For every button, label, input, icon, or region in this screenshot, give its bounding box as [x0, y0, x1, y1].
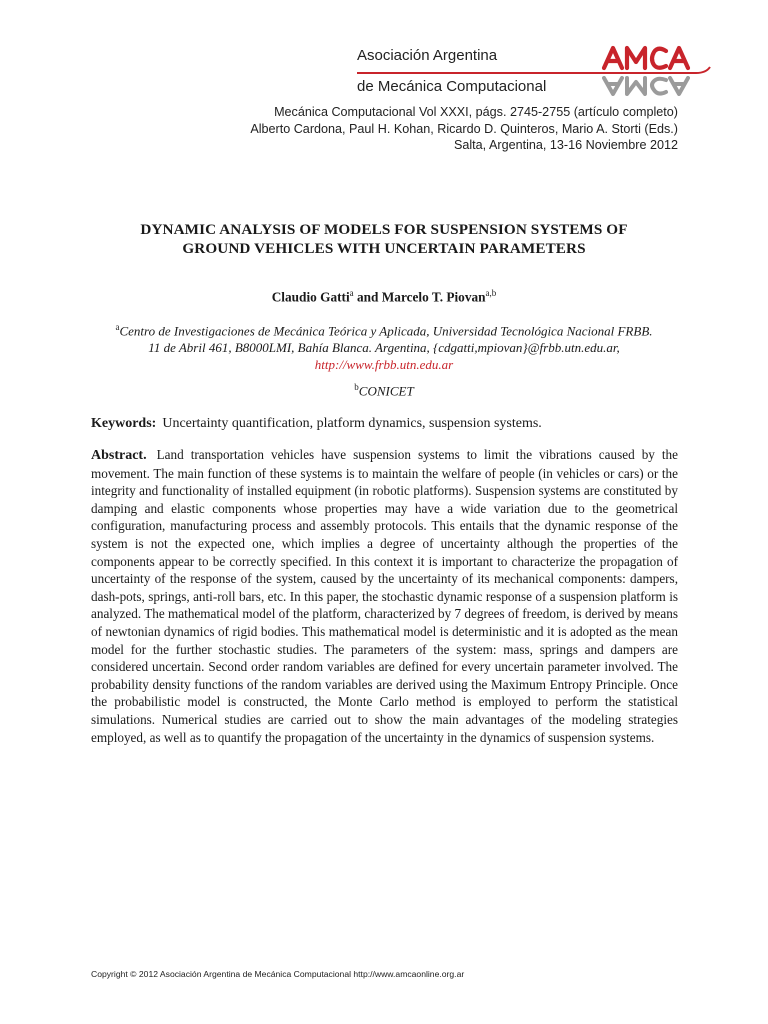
amca-logo	[600, 40, 712, 98]
paper-title	[70, 220, 698, 258]
abstract	[91, 446, 678, 746]
keywords	[91, 416, 681, 432]
affiliation-url-link[interactable]: http://www.frbb.utn.edu.ar	[314, 357, 454, 373]
publication-volume: Mecánica Computacional Vol XXXI, págs. 2745-2755 (artículo completo)	[274, 105, 678, 119]
author-1: Claudio Gatti	[271, 289, 350, 305]
abstract-label: Abstract.	[91, 448, 147, 463]
affiliation-a-mark: a	[115, 322, 120, 332]
paper-title-line1: DYNAMIC ANALYSIS OF MODELS FOR SUSPENSION SYSTEMS OF	[140, 221, 628, 238]
publication-venue-date: Salta, Argentina, 13-16 Noviembre 2012	[453, 138, 678, 152]
association-name-line2: de Mecánica Computacional	[357, 78, 547, 95]
abstract-text: Land transportation vehicles have suspension systems to limit the vibrations caused by the movement. The main function of these systems is to maintain the welfare of people (in vehicles or cars) or the integrity and functionality of installed equipment (in robotic platforms). Suspension systems are constituted by damping and elastic components whose properties may have a wide variation due to the geometrical configuration, manufacturing process and assembly protocols. This entails that the dynamic response of the system is not the expected one, which implies a degree of uncertainty although the properties of the components appear to be correctly specified. In this context it is important to characterize the propagation of uncertainty of the response of the system, caused by the uncertainty of its mechanical components: dampers, dash-pots, springs, anti-roll bars, etc. In this paper, the stochastic dynamic response of a suspension platform is analyzed. The mathematical model of the platform, characterized by 7 degrees of freedom, is derived by means of newtonian dynamics of rigid bodies. This mathematical model is deterministic and it is adopted as the mean model for the further stochastic studies. The parameters of the system: mass, springs and dampers are considered uncertain. Second order random variables are defined for every uncertain parameter involved. The probability density functions of the random variables are derived using the Maximum Entropy Principle. Once the probabilistic model is constructed, the Monte Carlo method is employed to perform the statistical simulations. Numerical studies are carried out to show the main advantages of the modeling strategies employed, as well as to quantify the propagation of the uncertainty in the dynamics of suspension systems.	[91, 447, 679, 745]
author-join: and	[353, 289, 382, 305]
affiliation-a-line1: Centro de Investigaciones de Mecánica Teórica y Aplicada, Universidad Tecnológica Nacional FRBB.	[119, 323, 653, 339]
keywords-text: Uncertainty quantification, platform dynamics, suspension systems.	[162, 416, 542, 431]
author-2-affil-mark: a,b	[485, 288, 497, 298]
affiliation-a	[70, 319, 698, 373]
keywords-label: Keywords:	[91, 416, 157, 431]
affiliation-b-mark: b	[354, 382, 359, 392]
copyright-footer: Copyright © 2012 Asociación Argentina de Mecánica Computacional http://www.amcaonline.org.ar	[91, 969, 465, 979]
paper-title-line2: GROUND VEHICLES WITH UNCERTAIN PARAMETERS	[182, 240, 586, 257]
header-red-rule	[357, 72, 605, 74]
affiliation-a-line2: 11 de Abril 461, B8000LMI, Bahía Blanca. Argentina, {cdgatti,mpiovan}@frbb.utn.edu.ar,	[148, 340, 620, 356]
affiliation-b	[70, 382, 698, 399]
affiliation-b-text: CONICET	[358, 383, 414, 399]
publication-editors: Alberto Cardona, Paul H. Kohan, Ricardo D. Quinteros, Mario A. Storti (Eds.)	[250, 121, 678, 136]
authors	[70, 288, 698, 305]
publication-info	[250, 104, 678, 154]
author-2: Marcelo T. Piovan	[381, 289, 486, 305]
author-1-affil-mark: a	[349, 288, 354, 298]
association-name-line1: Asociación Argentina	[357, 47, 498, 64]
